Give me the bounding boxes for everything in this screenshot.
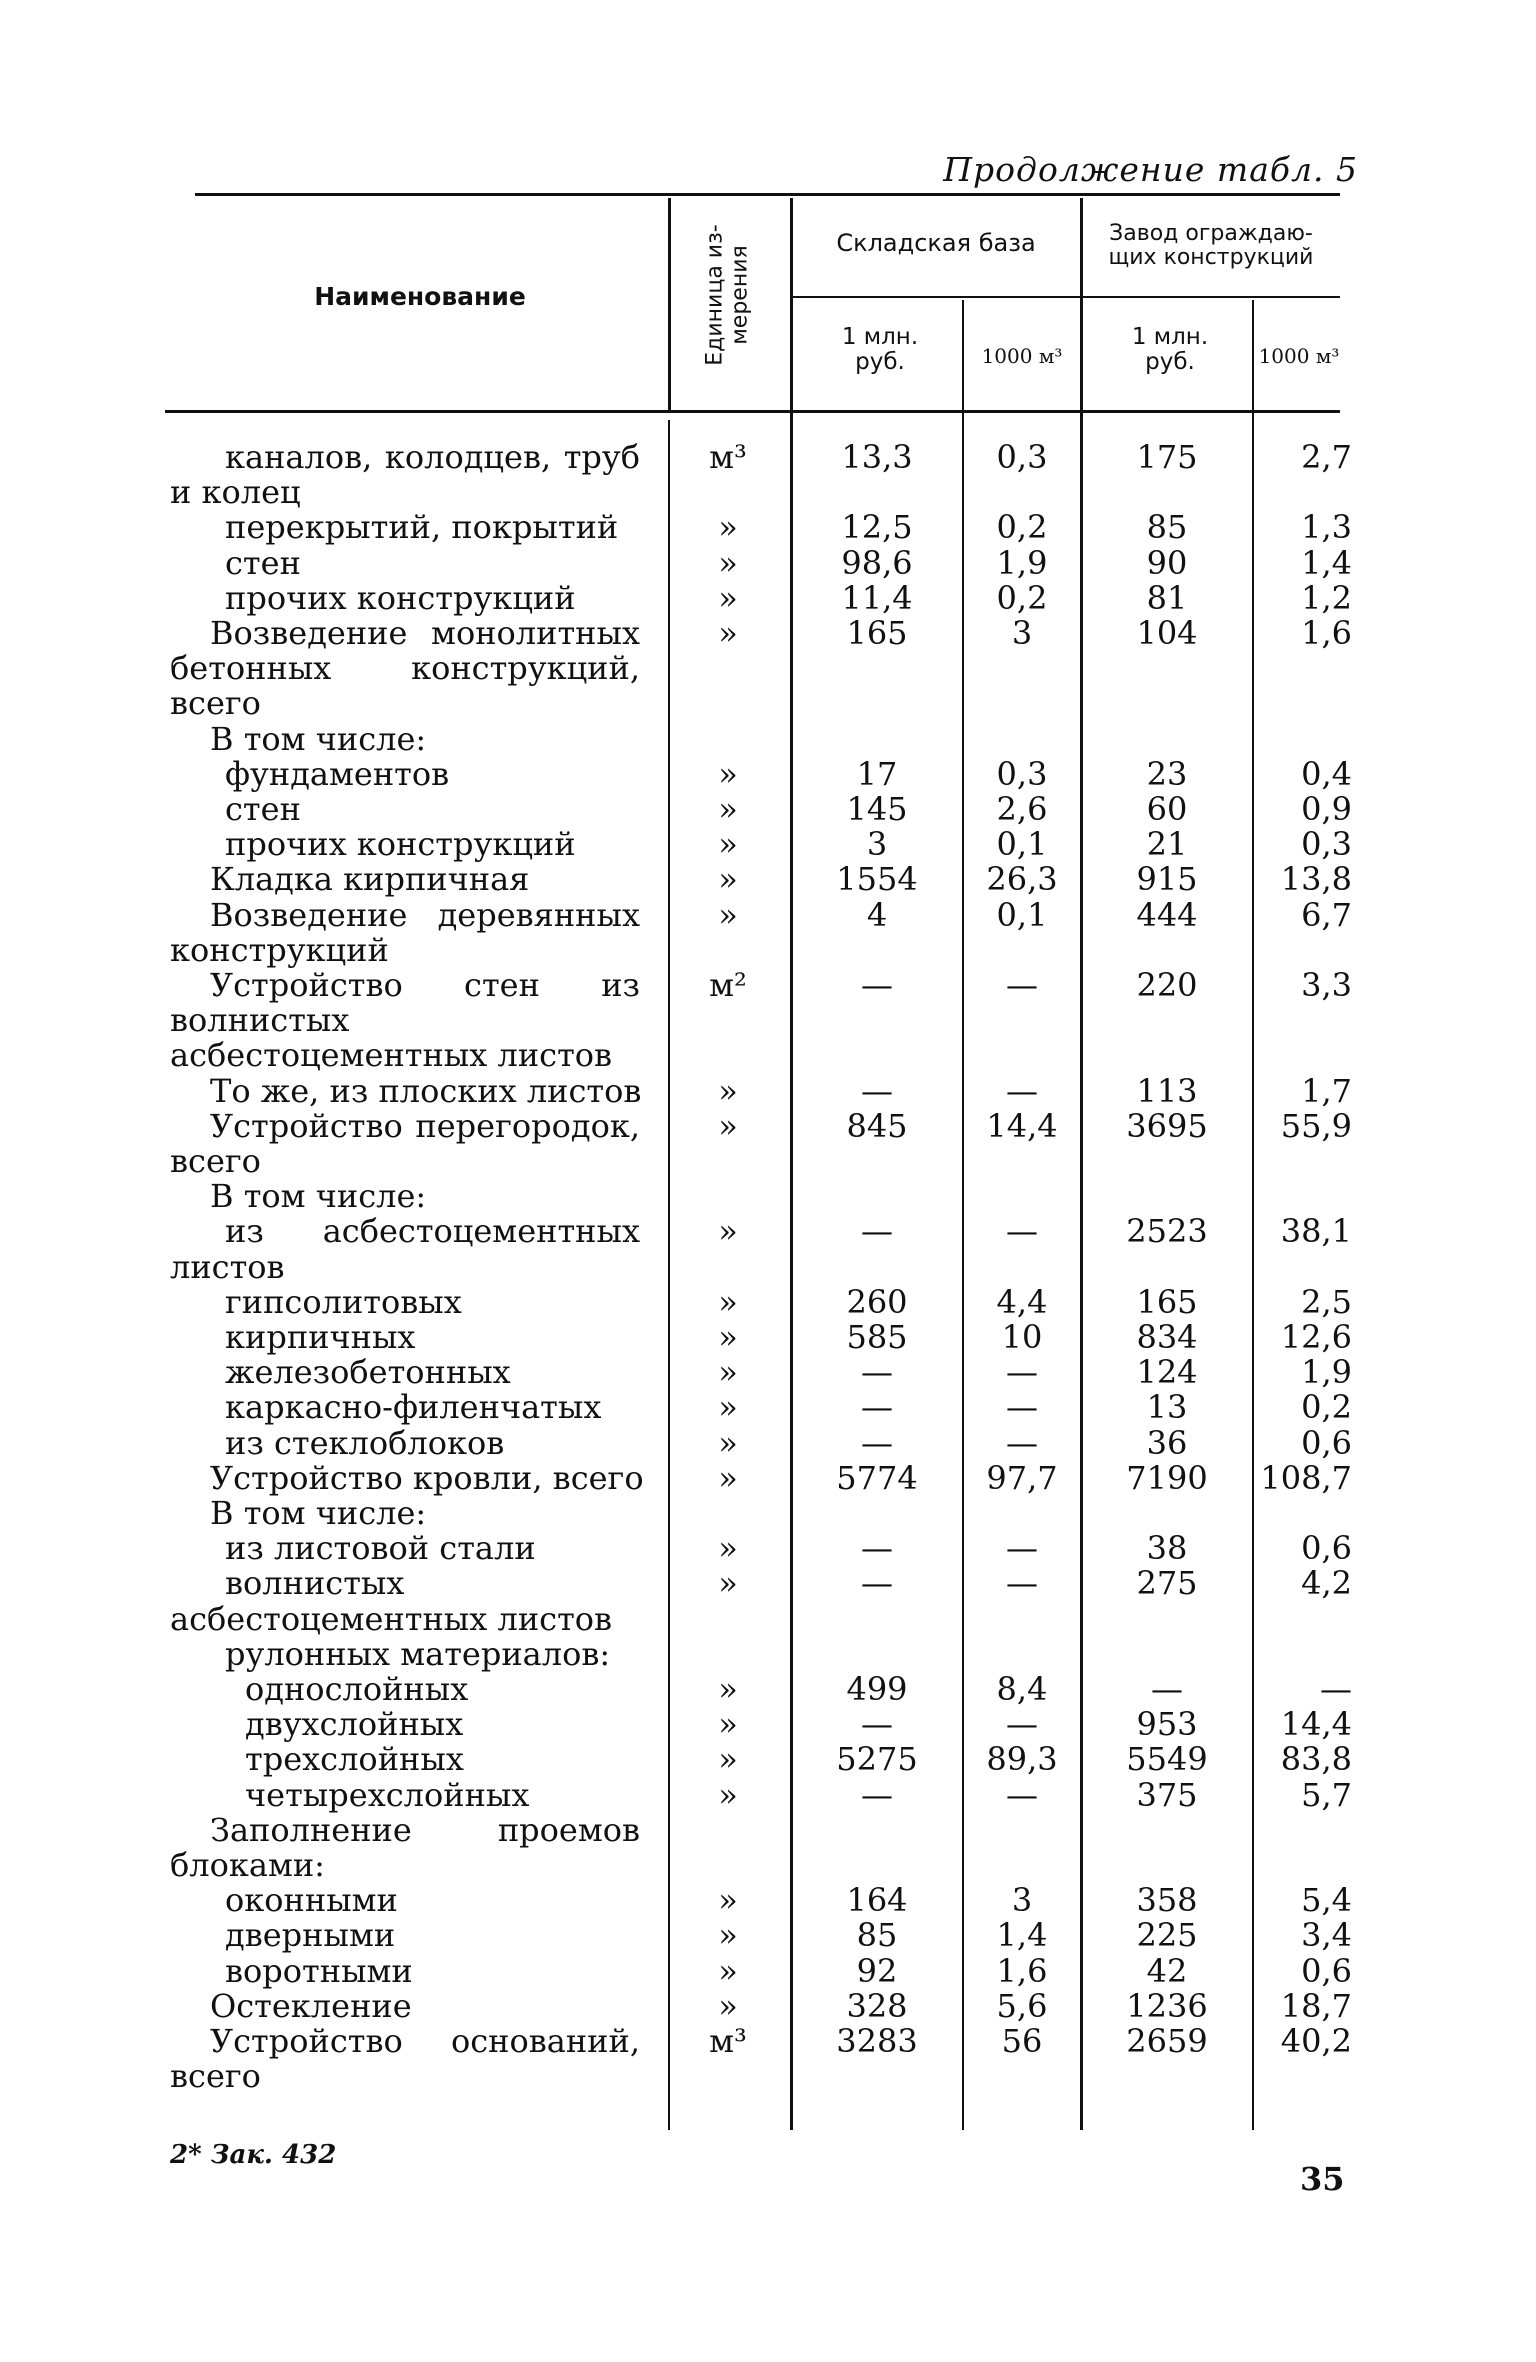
row-c3: 915 — [1136, 860, 1198, 899]
row-c2: 1,6 — [996, 1951, 1048, 1990]
row-name: четырехслойных — [245, 1775, 530, 1814]
row-c2: 0,3 — [996, 754, 1048, 793]
row-name: Устройство стен из волнистых асбестоцементных листов — [170, 966, 640, 1075]
row-name: Устройство оснований, всего — [170, 2022, 640, 2096]
row-c3: 834 — [1136, 1318, 1198, 1356]
row-c3: 13 — [1146, 1388, 1188, 1427]
row-c2: 14,4 — [986, 1106, 1058, 1145]
row-name: То же, из плоских листов — [210, 1071, 642, 1110]
row-c4: 0,3 — [1301, 825, 1352, 864]
row-name: волнистых асбестоцементных листов — [170, 1564, 613, 1638]
row-c1: — — [861, 1212, 893, 1251]
row-c2: — — [1006, 1529, 1038, 1568]
row-c4: 1,6 — [1301, 614, 1352, 652]
row-c4: 2,7 — [1301, 438, 1352, 476]
row-unit: » — [718, 825, 738, 864]
row-name: из асбестоцементных листов — [170, 1212, 640, 1286]
row-c2: 0,2 — [996, 508, 1048, 547]
row-name: прочих конструкций — [225, 578, 576, 617]
header-name: Наименование — [314, 282, 526, 311]
row-unit: » — [718, 1740, 738, 1779]
row-name: фундаментов — [225, 754, 450, 793]
row-unit: » — [718, 860, 738, 899]
row-c4: 4,2 — [1301, 1564, 1352, 1603]
row-c1: 164 — [846, 1881, 908, 1920]
row-name: из листовой стали — [225, 1529, 536, 1568]
row-c4: 40,2 — [1280, 2022, 1352, 2060]
row-unit: » — [718, 1423, 738, 1462]
row-c3: 2659 — [1126, 2022, 1208, 2060]
row-name: каркасно-филенчатых — [225, 1388, 602, 1427]
row-c2: 0,2 — [996, 578, 1048, 617]
row-name: кирпичных — [225, 1318, 416, 1356]
row-unit: » — [718, 1071, 738, 1110]
row-c4: 0,9 — [1301, 790, 1352, 828]
row-name: рулонных материалов: — [225, 1634, 611, 1673]
row-c3: 38 — [1146, 1529, 1188, 1568]
row-unit: » — [718, 790, 738, 828]
row-c2: 0,3 — [996, 438, 1048, 476]
row-c3: 104 — [1136, 614, 1198, 652]
row-unit: » — [718, 1916, 738, 1955]
row-c2: — — [1006, 1564, 1038, 1603]
row-name: оконными — [225, 1881, 398, 1920]
row-unit: » — [718, 1458, 738, 1497]
row-c4: 0,4 — [1301, 754, 1352, 793]
row-c2: — — [1006, 1071, 1038, 1110]
row-c2: 1,9 — [996, 543, 1048, 582]
row-unit: м² — [709, 966, 747, 1004]
row-unit: » — [718, 578, 738, 617]
row-c1: 585 — [846, 1318, 908, 1356]
row-c2: 0,1 — [996, 895, 1048, 934]
row-name: однослойных — [245, 1670, 469, 1708]
row-c1: 17 — [856, 754, 898, 793]
row-unit: » — [718, 1705, 738, 1744]
row-c4: 3,3 — [1301, 966, 1352, 1004]
row-c1: — — [861, 1423, 893, 1462]
row-c3: 358 — [1136, 1881, 1198, 1920]
row-c3: 36 — [1146, 1423, 1188, 1462]
row-c3: — — [1151, 1670, 1183, 1708]
row-c1: 5275 — [836, 1740, 918, 1779]
row-c1: 4 — [866, 895, 888, 934]
row-c3: 81 — [1146, 578, 1188, 617]
row-unit: » — [718, 1564, 738, 1603]
row-c1: 92 — [856, 1951, 898, 1990]
row-c2: 2,6 — [996, 790, 1048, 828]
row-unit: » — [718, 1986, 738, 2025]
row-c4: 3,4 — [1301, 1916, 1352, 1955]
row-c2: 0,1 — [996, 825, 1048, 864]
header-rub-2: 1 млн. руб. — [1131, 324, 1209, 376]
row-c4: 1,4 — [1301, 543, 1352, 582]
row-c3: 175 — [1136, 438, 1198, 476]
row-name: Устройство перегородок, всего — [170, 1106, 640, 1180]
row-c4: 38,1 — [1280, 1212, 1352, 1251]
header-unit-label: Единица из- мерения — [702, 224, 753, 366]
row-unit: » — [718, 1318, 738, 1356]
row-c1: 3283 — [836, 2022, 918, 2060]
row-c4: 0,2 — [1301, 1388, 1352, 1427]
row-name: воротными — [225, 1951, 413, 1990]
row-c4: 14,4 — [1280, 1705, 1352, 1744]
row-name: двухслойных — [245, 1705, 464, 1744]
row-unit: » — [718, 1951, 738, 1990]
row-name: В том числе: — [210, 719, 427, 758]
row-c2: — — [1006, 1775, 1038, 1814]
row-c1: 328 — [846, 1986, 908, 2025]
row-unit: » — [718, 754, 738, 793]
row-name: дверными — [225, 1916, 396, 1955]
row-c1: 98,6 — [841, 543, 913, 582]
row-unit: » — [718, 543, 738, 582]
row-unit: » — [718, 508, 738, 547]
print-order-note: 2* Зак. 432 — [170, 2140, 337, 2170]
row-unit: » — [718, 1353, 738, 1392]
row-name: Возведение монолитных бетонных конструкций, всего — [170, 614, 640, 723]
row-c3: 90 — [1146, 543, 1188, 582]
row-c1: — — [861, 1705, 893, 1744]
row-c4: 12,6 — [1280, 1318, 1352, 1356]
row-unit: » — [718, 1282, 738, 1321]
row-unit: » — [718, 1775, 738, 1814]
row-c1: — — [861, 1071, 893, 1110]
table-caption: Продолжение табл. 5 — [943, 150, 1358, 189]
row-c3: 1236 — [1126, 1986, 1208, 2025]
row-c4: 6,7 — [1301, 895, 1352, 934]
row-c3: 3695 — [1126, 1106, 1208, 1145]
header-group-warehouse: Складская база — [836, 229, 1036, 257]
row-unit: » — [718, 1106, 738, 1145]
row-name: В том числе: — [210, 1177, 427, 1216]
row-name: стен — [225, 543, 301, 582]
row-name: трехслойных — [245, 1740, 464, 1779]
row-c1: 845 — [846, 1106, 908, 1145]
row-c3: 220 — [1136, 966, 1198, 1004]
row-name: прочих конструкций — [225, 825, 576, 864]
row-c4: — — [1320, 1670, 1352, 1708]
row-c2: — — [1006, 1705, 1038, 1744]
row-c4: 55,9 — [1280, 1106, 1352, 1145]
row-c3: 21 — [1146, 825, 1188, 864]
row-name: стен — [225, 790, 301, 828]
row-c1: 499 — [846, 1670, 908, 1708]
row-c1: 5774 — [836, 1458, 918, 1497]
row-unit: » — [718, 895, 738, 934]
row-c4: 5,4 — [1301, 1881, 1352, 1920]
row-c1: — — [861, 1353, 893, 1392]
row-unit: м³ — [709, 2022, 747, 2060]
row-c1: — — [861, 1564, 893, 1603]
row-c2: 89,3 — [986, 1740, 1058, 1779]
row-c2: 3 — [1011, 1881, 1033, 1920]
header-group-plant: Завод ограждаю- щих конструкций — [1108, 221, 1314, 271]
row-unit: » — [718, 614, 738, 652]
row-name: железобетонных — [225, 1353, 511, 1392]
row-c2: 97,7 — [986, 1458, 1058, 1497]
row-c4: 1,9 — [1301, 1353, 1352, 1392]
row-c1: — — [861, 1775, 893, 1814]
row-c3: 113 — [1136, 1071, 1198, 1110]
row-name: перекрытий, покрытий — [225, 508, 619, 547]
row-c2: — — [1006, 1423, 1038, 1462]
row-c4: 1,2 — [1301, 578, 1352, 617]
row-c3: 165 — [1136, 1282, 1198, 1321]
row-c3: 85 — [1146, 508, 1188, 547]
row-c2: 5,6 — [996, 1986, 1048, 2025]
row-unit: » — [718, 1212, 738, 1251]
row-c3: 275 — [1136, 1564, 1198, 1603]
row-c2: 1,4 — [996, 1916, 1048, 1955]
row-c4: 1,3 — [1301, 508, 1352, 547]
row-c3: 60 — [1146, 790, 1188, 828]
row-name: Устройство кровли, всего — [210, 1458, 644, 1497]
row-c3: 7190 — [1126, 1458, 1208, 1497]
row-c1: — — [861, 966, 893, 1004]
row-c4: 83,8 — [1280, 1740, 1352, 1779]
row-c1: 85 — [856, 1916, 898, 1955]
row-c2: — — [1006, 966, 1038, 1004]
row-name: гипсолитовых — [225, 1282, 462, 1321]
row-name: Возведение деревянных конструкций — [170, 895, 640, 969]
row-c3: 42 — [1146, 1951, 1188, 1990]
row-c1: — — [861, 1388, 893, 1427]
row-unit: » — [718, 1670, 738, 1708]
row-unit: м³ — [709, 438, 747, 476]
row-c1: 260 — [846, 1282, 908, 1321]
row-c2: — — [1006, 1212, 1038, 1251]
row-c4: 2,5 — [1301, 1282, 1352, 1321]
row-c3: 5549 — [1126, 1740, 1208, 1779]
row-c2: 10 — [1001, 1318, 1043, 1356]
row-c4: 0,6 — [1301, 1529, 1352, 1568]
row-name: Остекление — [210, 1986, 412, 2025]
row-name: из стеклоблоков — [225, 1423, 505, 1462]
row-c1: 145 — [846, 790, 908, 828]
row-c4: 5,7 — [1301, 1775, 1352, 1814]
header-m3-1: 1000 м³ — [981, 344, 1063, 368]
row-unit: » — [718, 1388, 738, 1427]
row-c3: 225 — [1136, 1916, 1198, 1955]
row-c2: 8,4 — [996, 1670, 1048, 1708]
row-c2: 3 — [1011, 614, 1033, 652]
row-c4: 0,6 — [1301, 1951, 1352, 1990]
header-rub-1: 1 млн. руб. — [841, 324, 919, 376]
row-name: В том числе: — [210, 1494, 427, 1532]
row-c1: 13,3 — [841, 438, 913, 476]
row-c1: 11,4 — [841, 578, 913, 617]
row-c3: 23 — [1146, 754, 1188, 793]
row-c4: 108,7 — [1260, 1458, 1352, 1497]
page-number: 35 — [1300, 2160, 1345, 2198]
row-c4: 1,7 — [1301, 1071, 1352, 1110]
row-unit: » — [718, 1881, 738, 1920]
row-unit: » — [718, 1529, 738, 1568]
row-c4: 0,6 — [1301, 1423, 1352, 1462]
row-c3: 375 — [1136, 1775, 1198, 1814]
row-c2: — — [1006, 1388, 1038, 1427]
header-m3-2: 1000 м³ — [1258, 344, 1340, 368]
row-c3: 124 — [1136, 1353, 1198, 1392]
row-c2: 26,3 — [986, 860, 1058, 899]
row-c4: 13,8 — [1280, 860, 1352, 899]
row-name: каналов, колодцев, труб и колец — [170, 438, 640, 512]
row-c1: 12,5 — [841, 508, 913, 547]
row-c1: 165 — [846, 614, 908, 652]
row-c1: 1554 — [836, 860, 918, 899]
row-c1: — — [861, 1529, 893, 1568]
row-c2: 4,4 — [996, 1282, 1048, 1321]
row-name: Кладка кирпичная — [210, 860, 530, 899]
row-c2: — — [1006, 1353, 1038, 1392]
row-c4: 18,7 — [1280, 1986, 1352, 2025]
row-c3: 444 — [1136, 895, 1198, 934]
row-c3: 953 — [1136, 1705, 1198, 1744]
row-c1: 3 — [866, 825, 888, 864]
row-c3: 2523 — [1126, 1212, 1208, 1251]
row-c2: 56 — [1001, 2022, 1043, 2060]
row-name: Заполнение проемов блоками: — [170, 1810, 640, 1884]
